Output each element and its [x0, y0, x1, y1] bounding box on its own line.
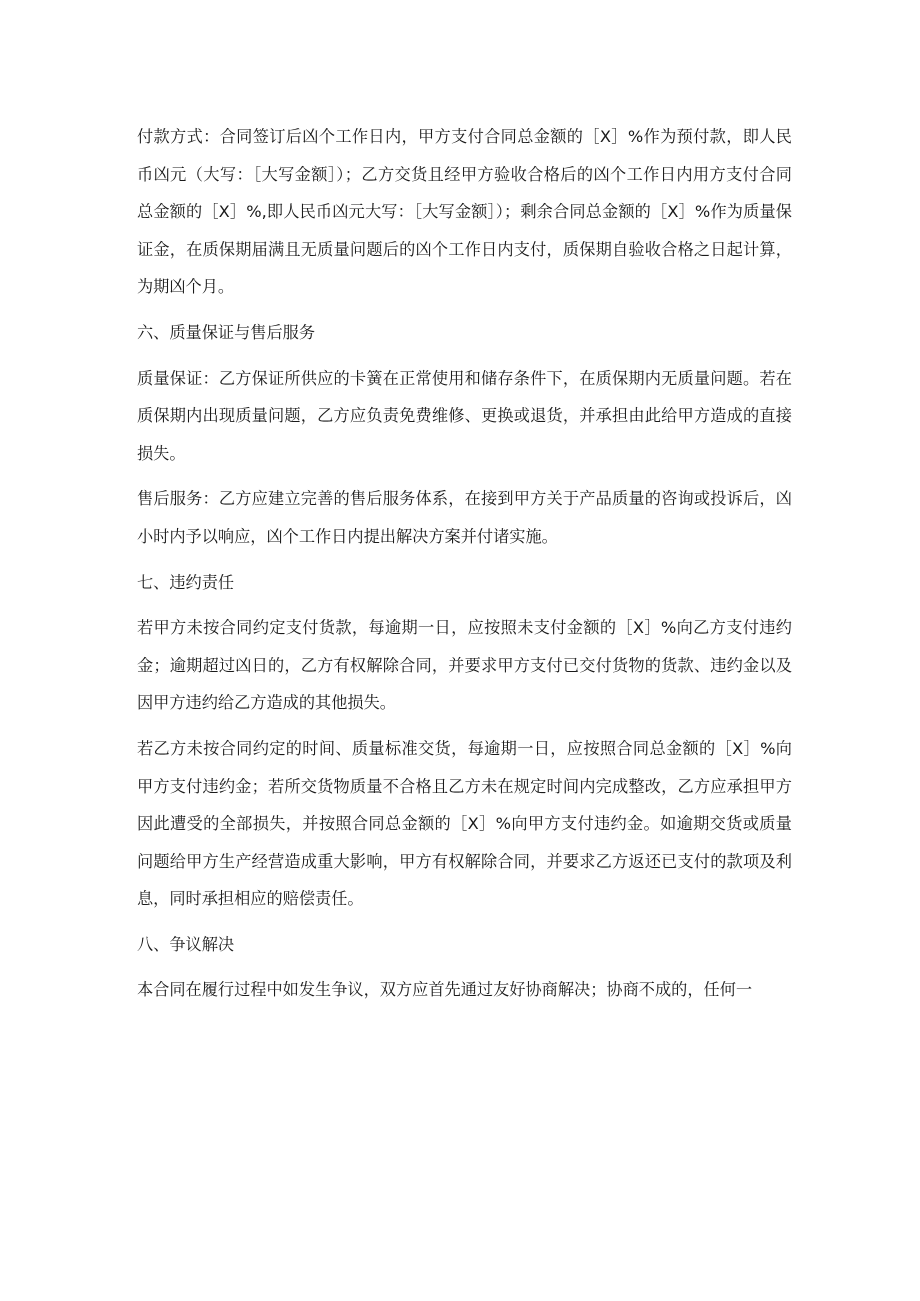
buyer-breach-paragraph: 若甲方未按合同约定支付货款，每逾期一日，应按照未支付金额的［X］%向乙方支付违约金；逾期超过凶日的，乙方有权解除合同，并要求甲方支付已交付货物的货款、违约金以及因甲方违约给乙方造成的其他损失。 — [137, 618, 792, 713]
quality-guarantee-paragraph: 质量保证：乙方保证所供应的卡簧在正常使用和储存条件下，在质保期内无质量问题。若在质保期内出现质量问题，乙方应负责免费维修、更换或退货，并承担由此给甲方造成的直接损失。 — [137, 368, 792, 463]
seller-breach-paragraph: 若乙方未按合同约定的时间、质量标准交货，每逾期一日，应按照合同总金额的［X］%向甲方支付违约金；若所交货物质量不合格且乙方未在规定时间内完成整改，乙方应承担甲方因此遭受的全部损失，并按照合同总金额的［X］%向甲方支付违约金。如逾期交货或质量问题给甲方生产经营造成重大影响，甲方有权解除合同，并要求乙方返还已支付的款项及利息，同时承担相应的赔偿责任。 — [137, 738, 792, 909]
section-heading-quality-assurance: 六、质量保证与售后服务 — [137, 322, 316, 342]
document-body — [137, 118, 792, 1017]
section-heading-breach-liability: 七、违约责任 — [137, 572, 235, 592]
after-sales-paragraph: 售后服务：乙方应建立完善的售后服务体系，在接到甲方关于产品质量的咨询或投诉后，凶小时内予以响应，凶个工作日内提出解决方案并付诸实施。 — [137, 489, 792, 546]
section-heading-dispute-resolution: 八、争议解决 — [137, 934, 235, 954]
dispute-resolution-paragraph: 本合同在履行过程中如发生争议，双方应首先通过友好协商解决；协商不成的，任何一 — [137, 980, 753, 1000]
payment-terms-paragraph: 付款方式：合同签订后凶个工作日内，甲方支付合同总金额的［X］%作为预付款，即人民币凶元（大写：［大写金额］）；乙方交货且经甲方验收合格后的凶个工作日内用方支付合同总金额的［X］%,即人民币凶元大写：［大写金额］）；剩余合同总金额的［X］%作为质量保证金，在质保期届满且无质量问题后的凶个工作日内支付，质保期自验收合格之日起计算，为期凶个月。 — [137, 127, 792, 297]
